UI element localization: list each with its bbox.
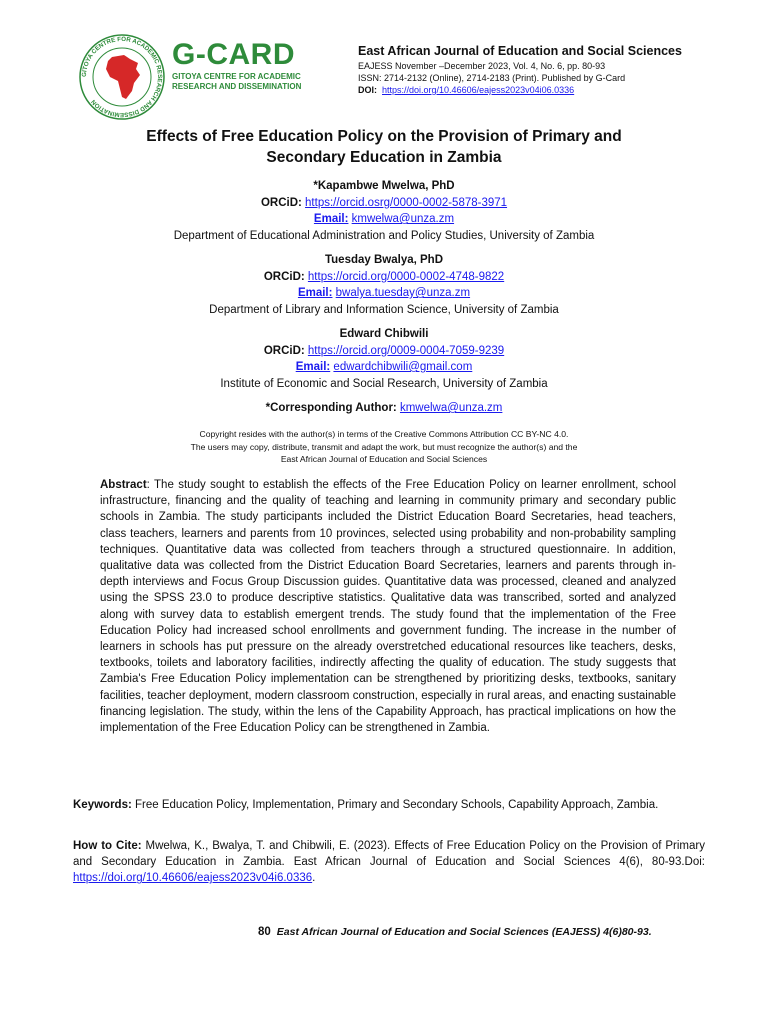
journal-title: East African Journal of Education and Social Sciences [358, 44, 682, 58]
page-footer [258, 926, 652, 938]
copyright-line-1: Copyright resides with the author(s) in terms of the Creative Commons Attribution CC BY-NC 4.0. [199, 429, 569, 439]
journal-issn: ISSN: 2714-2132 (Online), 2714-2183 (Print). Published by G-Card [358, 73, 626, 83]
corresponding-email-link[interactable]: kmwelwa@unza.zm [399, 402, 503, 414]
page-number: 80 [258, 926, 271, 938]
africa-map-icon [78, 33, 166, 121]
brand-subtitle-2: RESEARCH AND DISSEMINATION [172, 82, 302, 91]
author-1 [60, 178, 708, 244]
how-to-cite [73, 838, 705, 887]
author-affiliation: Department of Library and Information Science, University of Zambia [209, 303, 559, 316]
orcid-label: ORCiD: [263, 344, 305, 357]
brand-block [172, 40, 301, 92]
copyright-line-3: East African Journal of Education and Social Sciences [280, 454, 488, 464]
author-affiliation: Institute of Economic and Social Research, University of Zambia [220, 377, 548, 390]
email-link[interactable]: bwalya.tuesday@unza.zm [335, 287, 471, 299]
footer-journal: East African Journal of Education and Social Sciences (EAJESS) 4(6)80-93. [276, 926, 652, 938]
author-name: Edward Chibwili [339, 328, 429, 340]
abstract-label: Abstract [100, 479, 147, 491]
doi-label: DOI: [358, 85, 377, 95]
paper-title [90, 126, 678, 168]
email-label: Email: [295, 361, 331, 373]
title-line-1: Effects of Free Education Policy on the Provision of Primary and [146, 128, 622, 145]
orcid-label: ORCiD: [263, 270, 305, 283]
author-affiliation: Department of Educational Administration and Policy Studies, University of Zambia [173, 229, 595, 242]
orcid-link[interactable]: https://orcid.osrg/0000-0002-5878-3971 [305, 196, 508, 209]
email-link[interactable]: kmwelwa@unza.zm [351, 213, 455, 225]
keywords-label: Keywords: [73, 799, 132, 811]
orcid-link[interactable]: https://orcid.org/0000-0002-4748-9822 [307, 270, 505, 283]
orcid-label: ORCiD: [260, 196, 302, 209]
cite-end: . [312, 872, 316, 885]
abstract [100, 477, 676, 736]
keywords-text: Free Education Policy, Implementation, Primary and Secondary Schools, Capability Approach, Zambia. [131, 799, 659, 811]
corresponding-author [60, 400, 708, 417]
cite-doi-link[interactable]: https://doi.org/10.46606/eajess2023v04i6.0336 [73, 872, 313, 885]
orcid-link[interactable]: https://orcid.org/0009-0004-7059-9239 [307, 344, 505, 357]
journal-issue: EAJESS November –December 2023, Vol. 4, No. 6, pp. 80-93 [358, 61, 606, 71]
cite-label: How to Cite: [73, 840, 142, 852]
email-link[interactable]: edwardchibwili@gmail.com [333, 361, 473, 373]
abstract-text: : The study sought to establish the effects of the Free Education Policy on learner enrollment, school infrastructure, financing and the quality of teaching and learning in community primary and secondary public schools in Zambia. The study participants included the District Education Board Secretaries, head teachers, class teachers, learners and parents from 10 provinces, selected using probability and non-probability sampling techniques. Quantitative data was collected from teachers through a structured questionnaire. In addition, qualitative data was collected from the District Education Board Secretaries, learners and parents through in-depth interviews and Focus Group Discussion guides. Quantitative data was processed, cleaned and analyzed using the SPSS 23.0 to produce descriptive statistics. Qualitative data was transcribed, sorted and analyzed along with survey data to establish emergent trends. The study found that the implementation of the Free Education Policy had increased school enrollments and government funding. The increase in the number of learners in schools has put pressure on the already overstretched educational resources like teachers, desks, textbooks, toilets and laboratory facilities, indirectly affecting the quality of education. The study suggests that Zambia's Free Education Policy implementation can be strengthened by prioritizing desks, textbooks, sanitary facilities, teacher deployment, modern classroom construction, especially in rural areas, and enacting sustainable financing legislation. The study, within the lens of the Capability Approach, has practical implications on how the implementation of the Free Education Policy can be strengthened in Zambia. [100, 479, 676, 735]
email-label: Email: [297, 287, 333, 299]
authors-block [60, 178, 708, 417]
journal-header [358, 44, 758, 96]
journal-doi-line [358, 84, 758, 96]
brand-name: G-CARD [172, 38, 295, 71]
author-name: Tuesday Bwalya, PhD [324, 254, 444, 266]
copyright-notice [60, 428, 708, 466]
corresponding-label: *Corresponding Author: [265, 402, 397, 414]
doi-link[interactable]: https://doi.org/10.46606/eajess2023v04i06.0336 [382, 85, 575, 95]
cite-text: Mwelwa, K., Bwalya, T. and Chibwili, E. (2023). Effects of Free Education Policy on the Provision of Primary and Secondary Education in Zambia. East African Journal of Education and Social Sciences 4(6), 80-93.Doi: [73, 840, 705, 869]
keywords [73, 797, 705, 813]
email-label: Email: [313, 213, 349, 225]
gcard-seal-logo [78, 33, 166, 121]
brand-subtitle-1: GITOYA CENTRE FOR ACADEMIC [172, 72, 301, 81]
seal-text: GITOYA CENTRE FOR ACADEMIC RESEARCH AND DISSEMINATION [80, 35, 164, 119]
author-3 [60, 326, 708, 392]
copyright-line-2: The users may copy, distribute, transmit and adapt the work, but must recognize the author(s) and the [190, 441, 578, 452]
author-name: *Kapambwe Mwelwa, PhD [313, 180, 455, 192]
author-2 [60, 252, 708, 318]
title-line-2: Secondary Education in Zambia [266, 149, 502, 166]
